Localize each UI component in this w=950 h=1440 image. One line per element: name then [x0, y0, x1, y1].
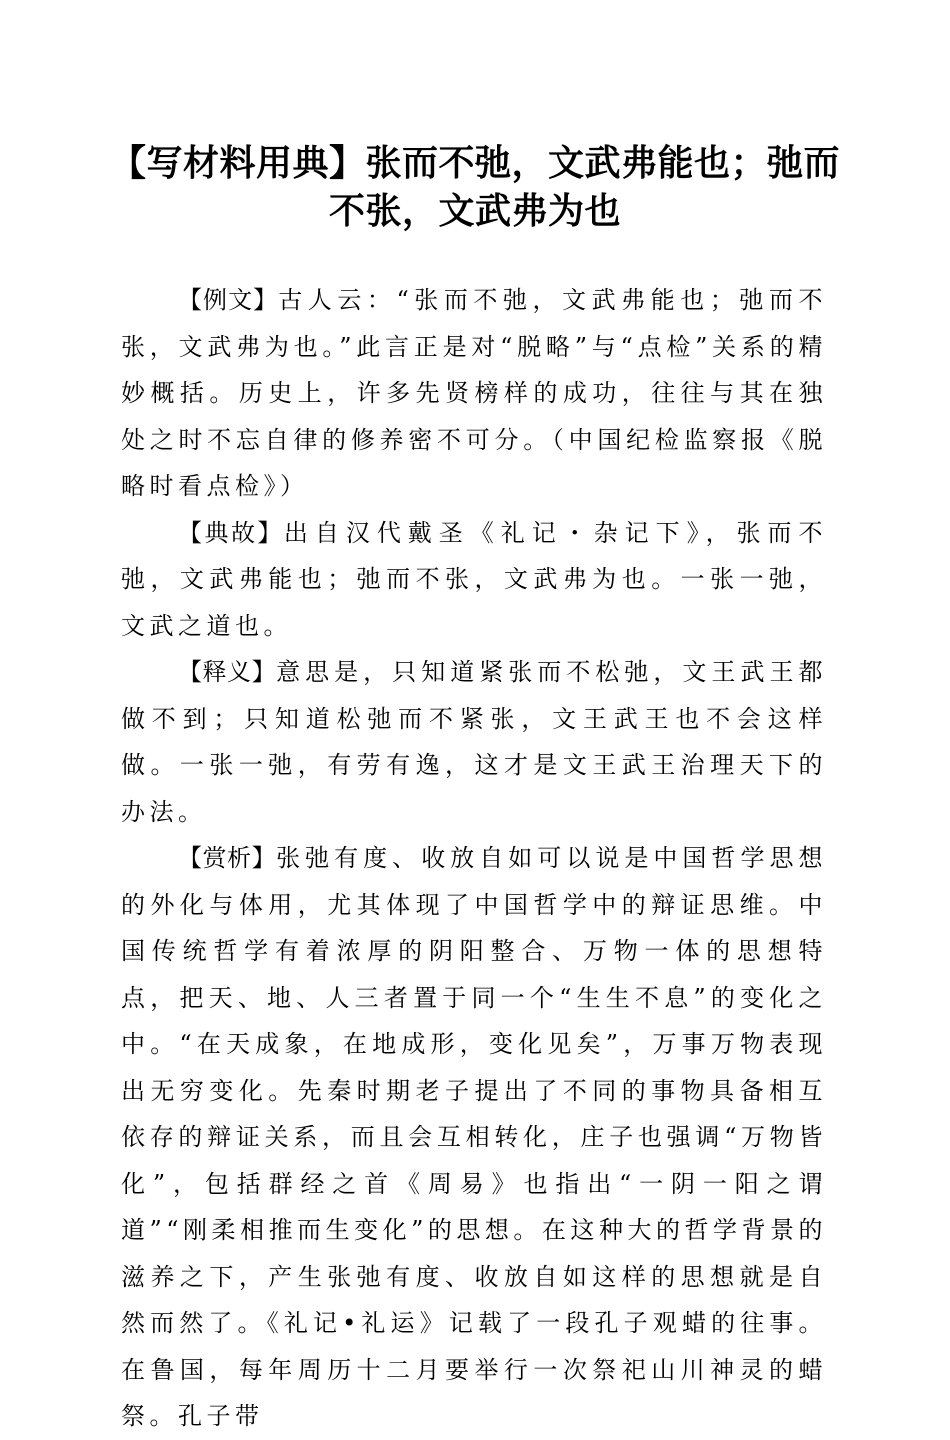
- paragraph-text: 出自汉代戴圣《礼记・杂记下》，张而不弛，文武弗能也；弛而不张，文武弗为也。一张一弛，文武之道也。: [121, 518, 828, 640]
- paragraph-tag: 【释义】: [178, 658, 277, 686]
- paragraph-text: 古人云：“张而不弛，文武弗能也；弛而不张，文武弗为也。”此言正是对“脱略”与“点检”关系的精妙概括。历史上，许多先贤榜样的成功，往往与其在独处之时不忘自律的修养密不可分。（中国纪检监察报《脱略时看点检》）: [121, 286, 827, 500]
- document-title: [100, 140, 850, 236]
- paragraph-example: [121, 277, 827, 510]
- paragraph-text: 张弛有度、收放自如可以说是中国哲学思想的外化与体用，尤其体现了中国哲学中的辩证思维。中国传统哲学有着浓厚的阴阳整合、万物一体的思想特点，把天、地、人三者置于同一个“生生不息”的变化之中。“在天成象，在地成形，变化见矣”，万事万物表现出无穷变化。先秦时期老子提出了不同的事物具备相互依存的辩证关系，而且会互相转化，庄子也强调“万物皆化”，包括群经之首《周易》也指出“一阴一阳之谓道”“刚柔相推而生变化”的思想。在这种大的哲学背景的滋养之下，产生张弛有度、收放自如这样的思想就是自然而然了。《礼记•礼运》记载了一段孔子观蜡的往事。在鲁国，每年周历十二月要举行一次祭祀山川神灵的蜡祭。孔子带: [121, 844, 828, 1430]
- title-line-2: 不张，文武弗为也: [328, 191, 621, 232]
- paragraph-source: [121, 510, 827, 650]
- paragraph-analysis: [121, 835, 827, 1440]
- paragraph-tag: 【例文】: [178, 286, 279, 314]
- title-line-1: 【写材料用典】张而不弛，文武弗能也；弛而: [109, 143, 840, 184]
- paragraph-tag: 【赏析】: [178, 844, 277, 872]
- paragraph-meaning: [121, 649, 827, 835]
- paragraph-tag: 【典故】: [178, 518, 284, 547]
- document-body: [121, 277, 827, 1440]
- paragraph-text: 意思是，只知道紧张而不松弛，文王武王都做不到；只知道松弛而不紧张，文王武王也不会这样做。一张一弛，有劳有逸，这才是文王武王治理天下的办法。: [121, 658, 828, 826]
